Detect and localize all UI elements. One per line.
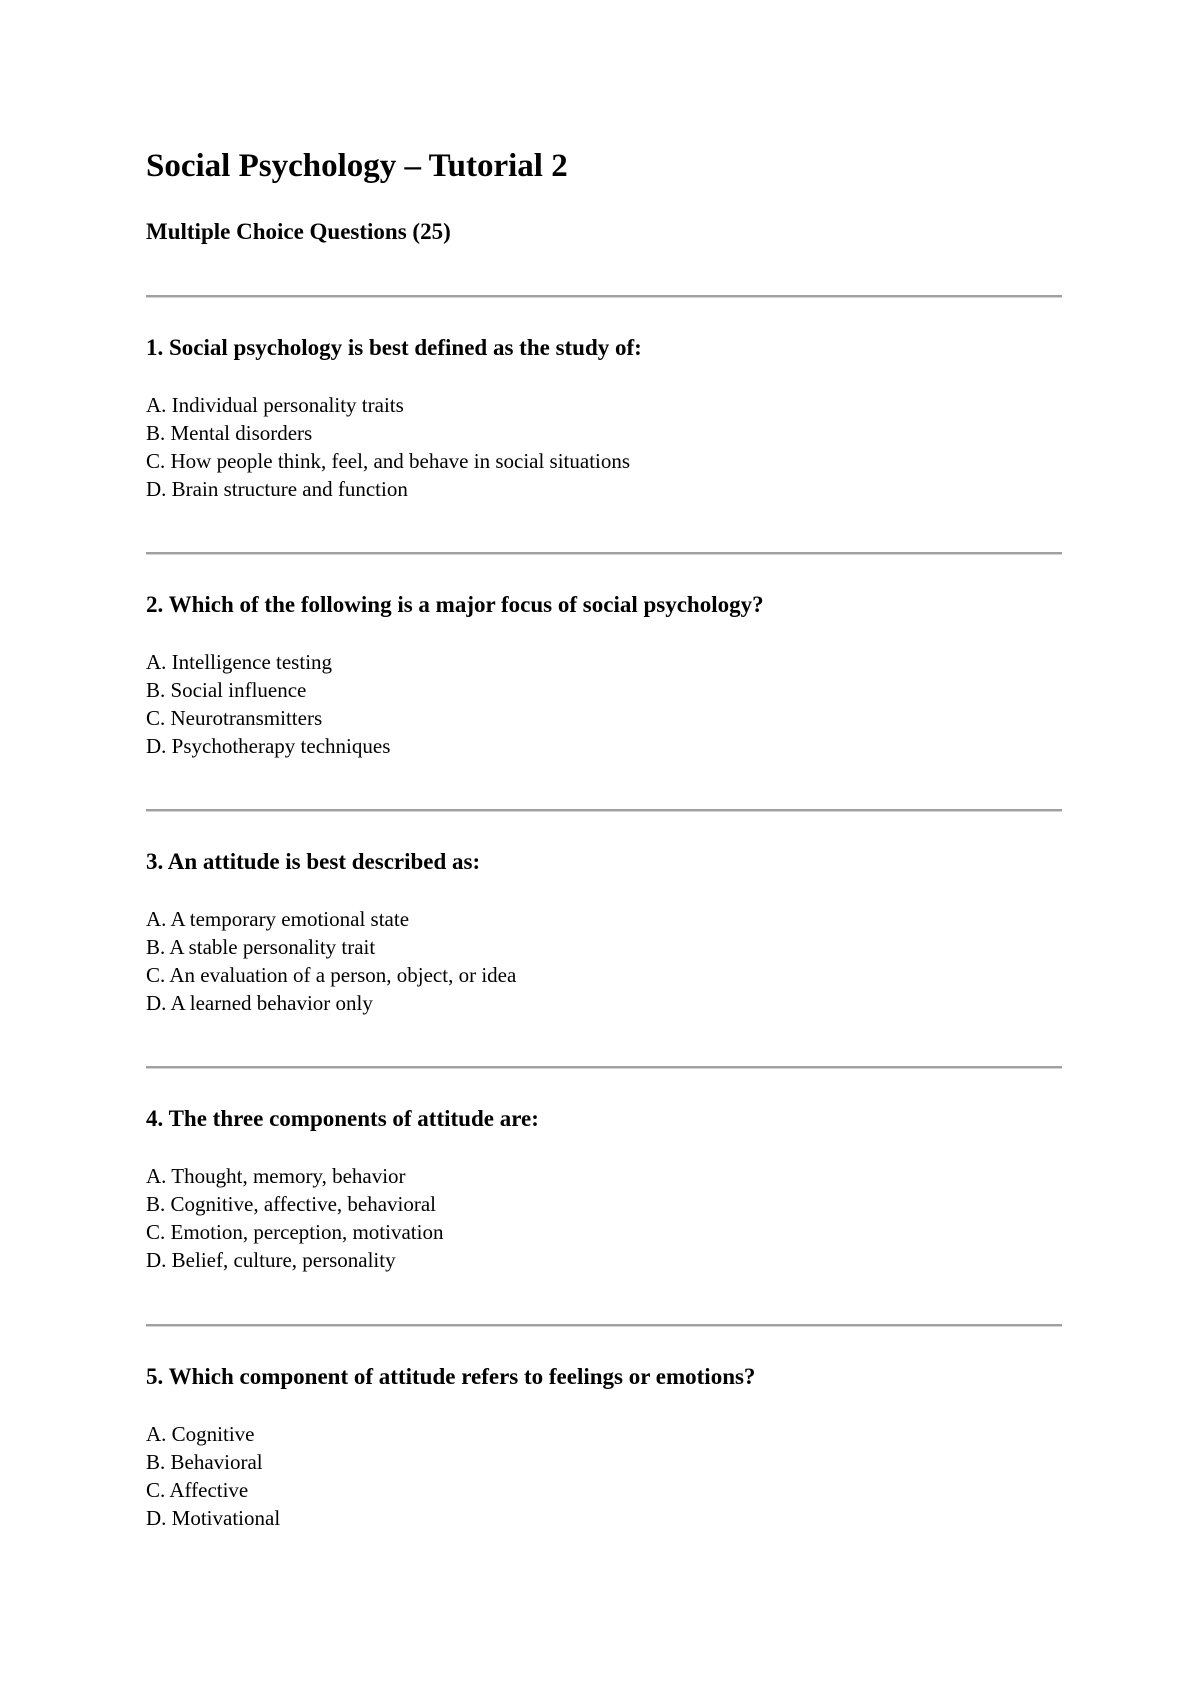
option-a: A. Individual personality traits bbox=[146, 393, 404, 417]
option-a: A. Cognitive bbox=[146, 1422, 255, 1446]
option-list bbox=[146, 905, 516, 1017]
option-b: B. Behavioral bbox=[146, 1450, 263, 1474]
page-title: Social Psychology – Tutorial 2 bbox=[146, 148, 568, 184]
divider bbox=[146, 295, 1062, 298]
option-list bbox=[146, 1420, 280, 1532]
option-d: D. Brain structure and function bbox=[146, 477, 408, 501]
option-d: D. Motivational bbox=[146, 1506, 281, 1530]
option-b: B. Mental disorders bbox=[146, 421, 313, 445]
option-list bbox=[146, 391, 630, 503]
divider bbox=[146, 1324, 1062, 1327]
option-list bbox=[146, 1162, 443, 1274]
page-subtitle: Multiple Choice Questions (25) bbox=[146, 219, 451, 244]
divider bbox=[146, 552, 1062, 555]
question-text: 4. The three components of attitude are: bbox=[146, 1106, 539, 1131]
question-text: 1. Social psychology is best defined as the study of: bbox=[146, 335, 642, 360]
question-text: 3. An attitude is best described as: bbox=[146, 849, 481, 874]
option-c: C. How people think, feel, and behave in social situations bbox=[146, 449, 631, 473]
divider bbox=[146, 809, 1062, 812]
option-a: A. Thought, memory, behavior bbox=[146, 1164, 406, 1188]
option-d: D. Belief, culture, personality bbox=[146, 1248, 396, 1272]
option-b: B. Social influence bbox=[146, 678, 307, 702]
option-b: B. A stable personality trait bbox=[146, 935, 376, 959]
option-c: C. Affective bbox=[146, 1478, 249, 1502]
option-c: C. Emotion, perception, motivation bbox=[146, 1220, 444, 1244]
option-d: D. A learned behavior only bbox=[146, 991, 373, 1015]
option-b: B. Cognitive, affective, behavioral bbox=[146, 1192, 437, 1216]
divider bbox=[146, 1066, 1062, 1069]
option-c: C. Neurotransmitters bbox=[146, 706, 323, 730]
question-text: 5. Which component of attitude refers to feelings or emotions? bbox=[146, 1364, 756, 1389]
option-c: C. An evaluation of a person, object, or idea bbox=[146, 963, 517, 987]
option-list bbox=[146, 648, 390, 760]
option-d: D. Psychotherapy techniques bbox=[146, 734, 391, 758]
option-a: A. A temporary emotional state bbox=[146, 907, 410, 931]
option-a: A. Intelligence testing bbox=[146, 650, 333, 674]
question-text: 2. Which of the following is a major focus of social psychology? bbox=[146, 592, 764, 617]
